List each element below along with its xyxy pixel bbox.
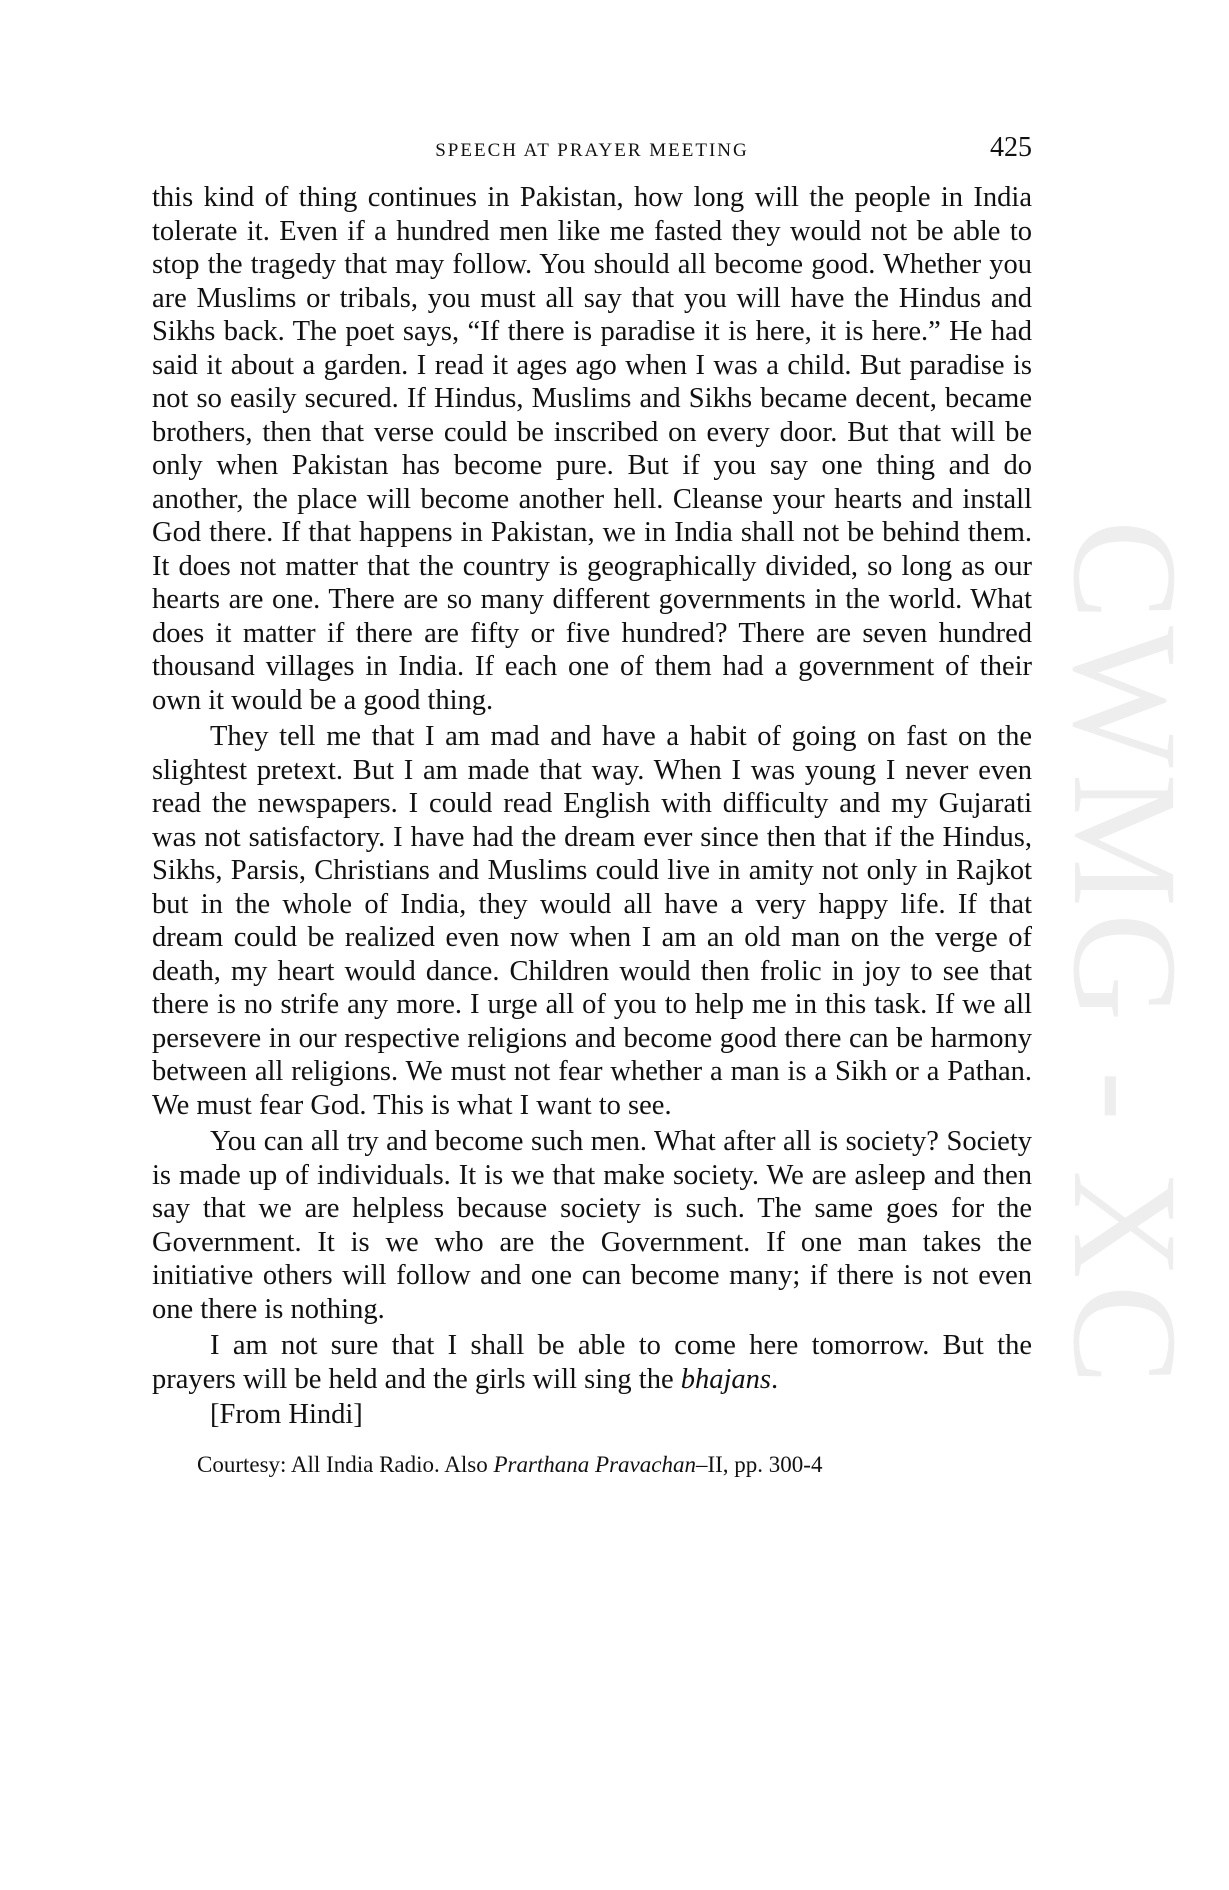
source-note: [From Hindi]	[210, 1399, 363, 1430]
footnote-prefix: Courtesy: All India Radio. Also	[197, 1451, 494, 1477]
paragraph-continued: this kind of thing continues in Pakistan, how long will the people in India tolerate it. Even if a hundred men like me fasted they would not be able to stop the tragedy that may follow. You should all become good. Whether you are Muslims or tribals, you must all say that you will have the Hindus and Sikhs back. The poet says, “If there is paradise it is here, it is here.” He had said it about a garden. I read it ages ago when I was a child. But paradise is not so easily secured. If Hindus, Muslims and Sikhs became decent, became brothers, then that verse could be inscribed on every door. But that will be only when Pakistan has become pure. But if you say one thing and do another, the place will become another hell. Cleanse your hearts and install God there. If that happens in Pakistan, we in India shall not be behind them. It does not matter that the country is geographically divided, so long as our hearts are one. There are so many different governments in the world. What does it matter if there are fifty or five hundred? There are seven hundred thousand villages in India. If each one of them had a government of their own it would be a good thing.	[152, 182, 1032, 716]
paragraph-closing	[152, 1329, 1032, 1396]
paragraph: You can all try and become such men. What after all is society? Society is made up of individuals. It is we that make society. We are asleep and then say that we are helpless because society is such. The same goes for the Government. It is we who are the Government. If one man takes the initiative others will follow and one can become many; if there is not even one there is nothing.	[152, 1126, 1032, 1325]
footnote-title: Prarthana Pravachan	[493, 1451, 696, 1477]
watermark-text: CWMG - XC	[1042, 520, 1208, 1391]
running-title: SPEECH AT PRAYER MEETING	[435, 140, 749, 161]
closing-italic-term: bhajans	[680, 1363, 771, 1395]
running-head	[152, 132, 1032, 172]
footnote	[152, 1450, 1032, 1480]
page-number: 425	[990, 132, 1032, 163]
closing-text: I am not sure that I shall be able to come here tomorrow. But the prayers will be held and the girls will sing the	[152, 1330, 1032, 1395]
paragraph: They tell me that I am mad and have a habit of going on fast on the slightest pretext. But I am made that way. When I was young I never even read the newspapers. I could read English with difficulty and my Gujarati was not satisfactory. I have had the dream ever since then that if the Hindus, Sikhs, Parsis, Christians and Muslims could live in amity not only in Rajkot but in the whole of India, they would all have a very happy life. If that dream could be realized even now when I am an old man on the verge of death, my heart would dance. Children would then frolic in joy to see that there is no strife any more. I urge all of you to help me in this task. If we all persevere in our respective religions and become good there can be harmony between all religions. We must not fear whether a man is a Sikh or a Pathan. We must fear God. This is what I want to see.	[152, 721, 1032, 1121]
body-text	[152, 181, 1032, 1480]
closing-period: .	[771, 1363, 779, 1395]
footnote-suffix: –II, pp. 300-4	[695, 1451, 823, 1477]
watermark	[1005, 510, 1229, 1430]
